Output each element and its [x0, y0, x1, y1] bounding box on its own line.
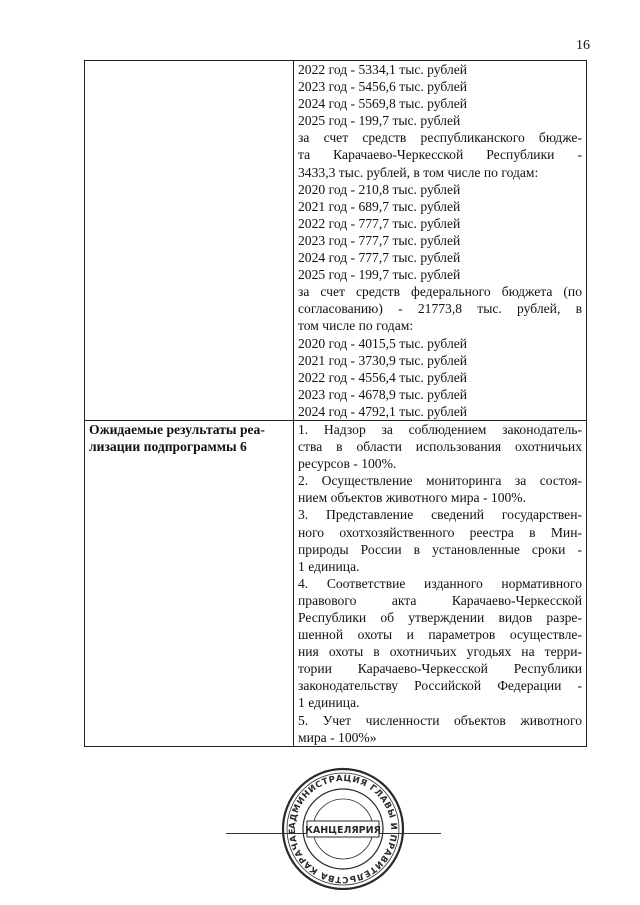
- results-line: 2. Осуществление мониторинга за состоя-: [298, 473, 582, 489]
- stamp-seal-icon: [228, 760, 458, 890]
- program-table: [84, 60, 587, 747]
- funding-line: 2025 год - 199,7 тыс. рублей: [298, 267, 461, 283]
- results-line: ства в области использования охотничьих: [298, 439, 582, 455]
- funding-line: та Карачаево-Черкесской Республики -: [298, 147, 582, 163]
- results-line: природы России в установленные сроки -: [298, 541, 582, 557]
- funding-line: 2024 год - 4792,1 тыс. рублей: [298, 403, 468, 419]
- official-stamp: [228, 760, 458, 890]
- results-line: ния охоты в охотничьих угодьях на терри-: [298, 644, 582, 660]
- funding-line: 2023 год - 4678,9 тыс. рублей: [298, 386, 468, 402]
- funding-line: за счет средств республиканского бюдже-: [298, 130, 582, 146]
- results-line: 3. Представление сведений государствен-: [298, 507, 582, 523]
- results-line: тории Карачаево-Черкесской Республики: [298, 661, 582, 677]
- results-line: шенной охоты и параметров осуществле-: [298, 627, 582, 643]
- funding-line: 2022 год - 4556,4 тыс. рублей: [298, 369, 468, 385]
- results-line: ресурсов - 100%.: [298, 456, 397, 472]
- results-line: ного охотхозяйственного реестра в Мин-: [298, 524, 582, 540]
- funding-line: 2024 год - 777,7 тыс. рублей: [298, 250, 461, 266]
- funding-line: 2021 год - 689,7 тыс. рублей: [298, 198, 461, 214]
- results-line: 1. Надзор за соблюдением законодатель-: [298, 421, 582, 437]
- funding-line: 3433,3 тыс. рублей, в том числе по годам:: [298, 164, 539, 180]
- funding-line: том числе по годам:: [298, 318, 414, 334]
- results-line: 5. Учет численности объектов животного: [298, 712, 582, 728]
- funding-line: 2024 год - 5569,8 тыс. рублей: [298, 96, 468, 112]
- results-label: Ожидаемые результаты реа-: [89, 421, 265, 437]
- funding-line: 2022 год - 777,7 тыс. рублей: [298, 215, 461, 231]
- stamp-center-text: КАНЦЕЛЯРИЯ: [305, 825, 381, 836]
- results-line: Республики об утверждении видов разре-: [298, 610, 582, 625]
- results-line: 4. Соответствие изданного нормативного: [298, 575, 582, 591]
- funding-line: 2020 год - 210,8 тыс. рублей: [298, 181, 461, 197]
- funding-label-cell: [85, 61, 294, 421]
- funding-line: согласованию) - 21773,8 тыс. рублей, в: [298, 301, 582, 317]
- results-row: [85, 420, 587, 746]
- results-line: правового акта Карачаево-Черкесской: [298, 592, 582, 608]
- funding-line: 2023 год - 5456,6 тыс. рублей: [298, 79, 468, 95]
- funding-line: за счет средств федерального бюджета (по: [298, 284, 582, 300]
- funding-line: 2021 год - 3730,9 тыс. рублей: [298, 352, 468, 368]
- results-line: 1 единица.: [298, 558, 360, 574]
- results-line: нием объектов животного мира - 100%.: [298, 490, 527, 506]
- results-cell: [294, 420, 587, 746]
- results-label-cell: [85, 420, 294, 746]
- results-line: мира - 100%»: [298, 729, 377, 745]
- funding-line: 2025 год - 199,7 тыс. рублей: [298, 113, 461, 129]
- results-line: 1 единица.: [298, 695, 360, 711]
- funding-line: 2022 год - 5334,1 тыс. рублей: [298, 62, 468, 77]
- results-line: законодательству Российской Федерации -: [298, 678, 582, 694]
- page-number: 16: [576, 38, 590, 53]
- funding-line: 2023 год - 777,7 тыс. рублей: [298, 232, 461, 248]
- funding-cell: [294, 61, 587, 421]
- funding-row: [85, 61, 587, 421]
- funding-line: 2020 год - 4015,5 тыс. рублей: [298, 335, 468, 351]
- stamp-ring-text: АДМИНИСТРАЦИЯ ГЛАВЫ И ПРАВИТЕЛЬСТВА КАРАЧАЕ: [287, 773, 399, 885]
- results-label: лизации подпрограммы 6: [89, 439, 247, 455]
